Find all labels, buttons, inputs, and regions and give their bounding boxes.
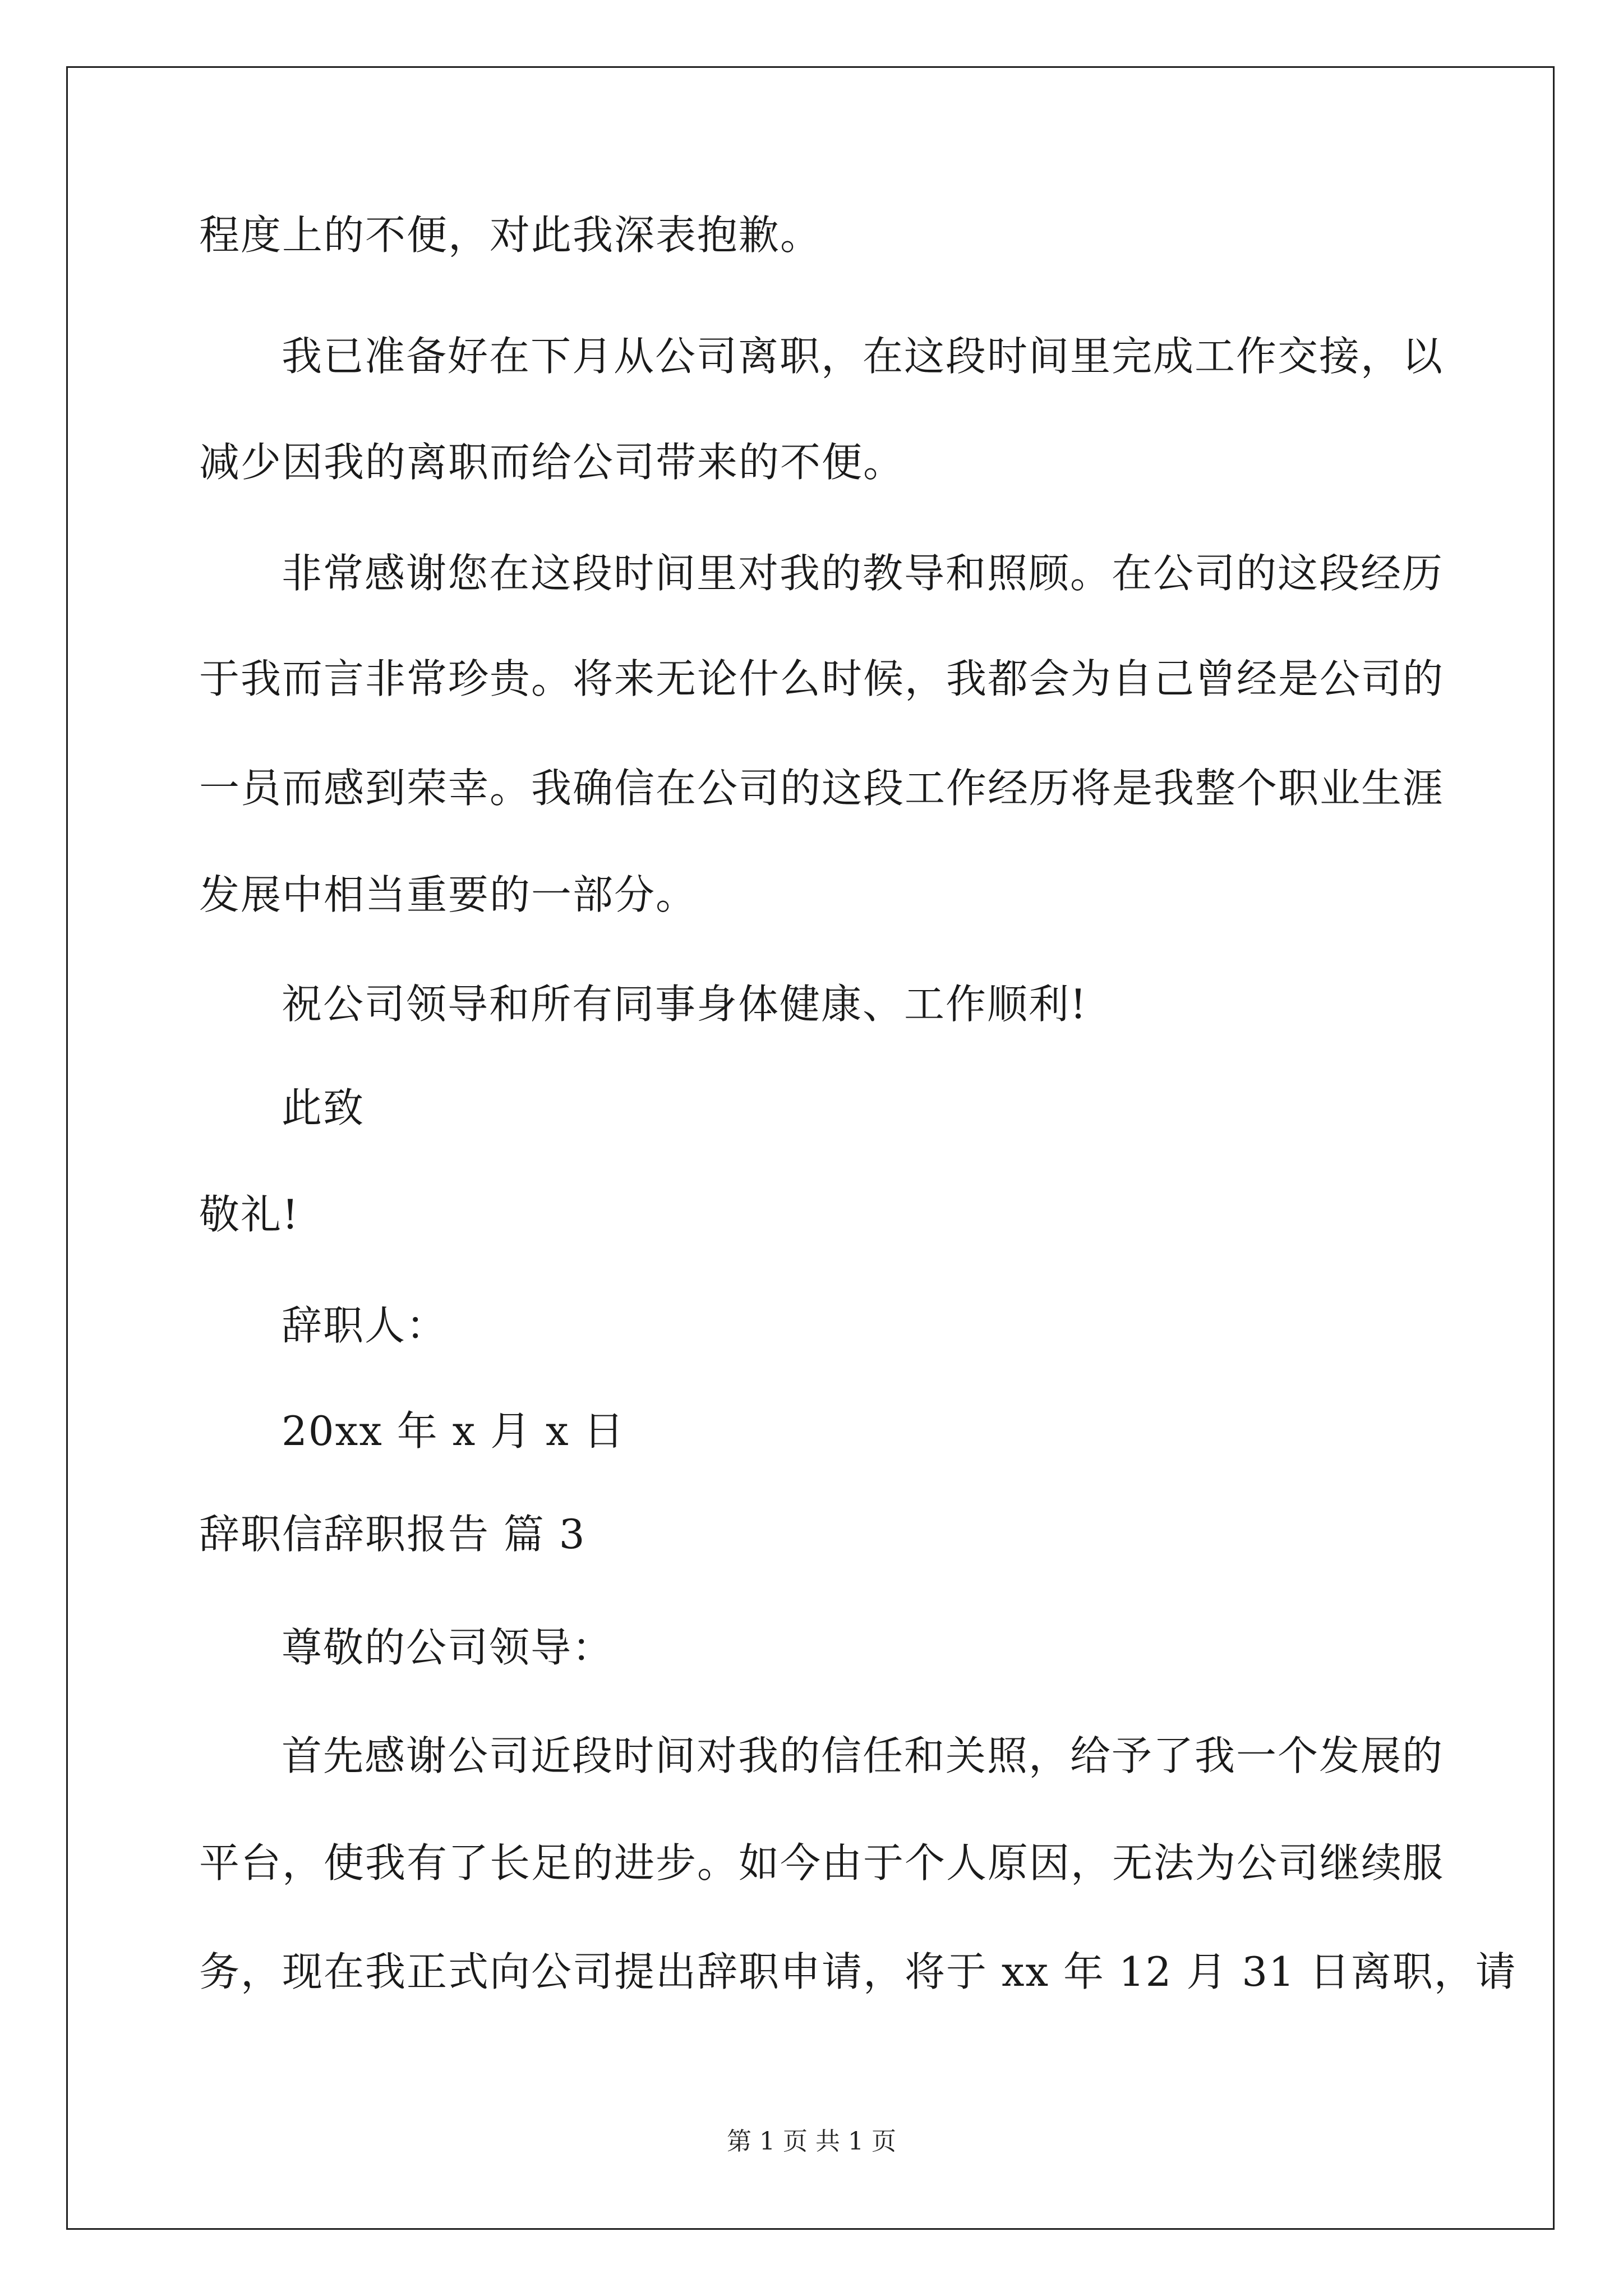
- closing-line: 此致: [282, 1084, 365, 1131]
- paragraph-line-9: 首先感谢公司近段时间对我的信任和关照，给予了我一个发展的: [282, 1732, 1444, 1779]
- date-line: 20xx 年 x 月 x 日: [282, 1407, 625, 1455]
- section-heading: 辞职信辞职报告 篇 3: [199, 1511, 586, 1558]
- greeting-line: 尊敬的公司领导：: [282, 1624, 614, 1671]
- paragraph-line-1: 程度上的不便，对此我深表抱歉。: [199, 211, 822, 259]
- salutation-line: 敬礼!: [199, 1191, 299, 1238]
- paragraph-line-8: 祝公司领导和所有同事身体健康、工作顺利!: [282, 981, 1087, 1028]
- paragraph-line-11: 务，现在我正式向公司提出辞职申请，将于 xx 年 12 月 31 日离职，请: [199, 1948, 1517, 1995]
- page-border: [66, 66, 1555, 2230]
- paragraph-line-5: 于我而言非常珍贵。将来无论什么时候，我都会为自己曾经是公司的: [199, 655, 1445, 702]
- page-footer: 第 1 页 共 1 页: [727, 2127, 896, 2156]
- signer-line: 辞职人：: [282, 1302, 448, 1349]
- paragraph-line-10: 平台，使我有了长足的进步。如今由于个人原因，无法为公司继续服: [199, 1839, 1445, 1887]
- paragraph-line-3: 减少因我的离职而给公司带来的不便。: [199, 439, 905, 486]
- paragraph-line-7: 发展中相当重要的一部分。: [199, 871, 698, 918]
- paragraph-line-2: 我已准备好在下月从公司离职，在这段时间里完成工作交接，以: [282, 333, 1444, 380]
- paragraph-line-6: 一员而感到荣幸。我确信在公司的这段工作经历将是我整个职业生涯: [199, 765, 1445, 812]
- paragraph-line-4: 非常感谢您在这段时间里对我的教导和照顾。在公司的这段经历: [282, 550, 1444, 597]
